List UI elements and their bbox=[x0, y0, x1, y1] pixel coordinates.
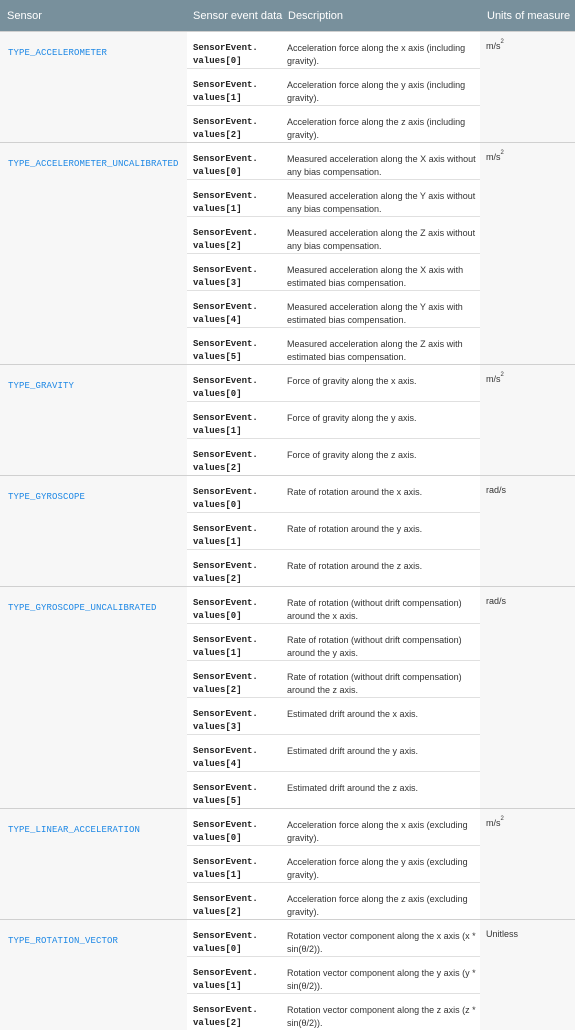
description-cell: Acceleration force along the z axis (excluding gravity). bbox=[284, 883, 480, 920]
sensor-cell bbox=[0, 587, 187, 809]
description-cell: Rate of rotation around the z axis. bbox=[284, 550, 480, 587]
event-data-cell bbox=[187, 291, 284, 328]
event-values-text: values[4] bbox=[193, 758, 284, 771]
event-class-text: SensorEvent. bbox=[193, 708, 284, 721]
sensor-name-link[interactable]: TYPE_GRAVITY bbox=[8, 381, 74, 391]
event-values-text: values[0] bbox=[193, 943, 284, 956]
event-class-text: SensorEvent. bbox=[193, 560, 284, 573]
unit-cell bbox=[480, 143, 575, 365]
event-class-text: SensorEvent. bbox=[193, 449, 284, 462]
unit-cell bbox=[480, 920, 575, 1030]
header-sensor-event-data: Sensor event data bbox=[187, 0, 284, 32]
description-cell: Estimated drift around the z axis. bbox=[284, 772, 480, 809]
unit-exponent: 2 bbox=[501, 372, 504, 378]
event-values-text: values[2] bbox=[193, 906, 284, 919]
event-class-text: SensorEvent. bbox=[193, 671, 284, 684]
event-class-text: SensorEvent. bbox=[193, 1004, 284, 1017]
event-class-text: SensorEvent. bbox=[193, 79, 284, 92]
event-class-text: SensorEvent. bbox=[193, 264, 284, 277]
header-description: Description bbox=[284, 0, 480, 32]
header-sensor: Sensor bbox=[0, 0, 187, 32]
sensor-name-link[interactable]: TYPE_ROTATION_VECTOR bbox=[8, 936, 118, 946]
description-cell: Force of gravity along the y axis. bbox=[284, 402, 480, 439]
event-values-text: values[0] bbox=[193, 388, 284, 401]
event-data-cell bbox=[187, 143, 284, 180]
table-row bbox=[0, 809, 575, 846]
event-values-text: values[5] bbox=[193, 351, 284, 364]
event-class-text: SensorEvent. bbox=[193, 856, 284, 869]
description-cell: Estimated drift around the x axis. bbox=[284, 698, 480, 735]
event-values-text: values[1] bbox=[193, 203, 284, 216]
event-values-text: values[4] bbox=[193, 314, 284, 327]
event-values-text: values[1] bbox=[193, 425, 284, 438]
description-cell: Rotation vector component along the x axis (x * sin(θ/2)). bbox=[284, 920, 480, 957]
event-class-text: SensorEvent. bbox=[193, 153, 284, 166]
table-row bbox=[0, 143, 575, 180]
unit-exponent: 2 bbox=[501, 150, 504, 156]
event-data-cell bbox=[187, 809, 284, 846]
description-cell: Measured acceleration along the Z axis with estimated bias compensation. bbox=[284, 328, 480, 365]
event-data-cell bbox=[187, 69, 284, 106]
event-data-cell bbox=[187, 217, 284, 254]
event-values-text: values[0] bbox=[193, 55, 284, 68]
table-row bbox=[0, 365, 575, 402]
description-cell: Rate of rotation around the y axis. bbox=[284, 513, 480, 550]
event-class-text: SensorEvent. bbox=[193, 745, 284, 758]
event-values-text: values[1] bbox=[193, 647, 284, 660]
event-data-cell bbox=[187, 920, 284, 957]
event-data-cell bbox=[187, 513, 284, 550]
event-data-cell bbox=[187, 957, 284, 994]
event-values-text: values[1] bbox=[193, 869, 284, 882]
event-values-text: values[1] bbox=[193, 980, 284, 993]
description-cell: Measured acceleration along the X axis without any bias compensation. bbox=[284, 143, 480, 180]
event-values-text: values[0] bbox=[193, 166, 284, 179]
sensor-cell bbox=[0, 365, 187, 476]
event-class-text: SensorEvent. bbox=[193, 486, 284, 499]
description-cell: Force of gravity along the z axis. bbox=[284, 439, 480, 476]
sensor-name-link[interactable]: TYPE_GYROSCOPE_UNCALIBRATED bbox=[8, 603, 157, 613]
event-data-cell bbox=[187, 439, 284, 476]
event-data-cell bbox=[187, 735, 284, 772]
event-class-text: SensorEvent. bbox=[193, 227, 284, 240]
header-units-of-measure: Units of measure bbox=[480, 0, 575, 32]
event-data-cell bbox=[187, 587, 284, 624]
event-class-text: SensorEvent. bbox=[193, 375, 284, 388]
event-class-text: SensorEvent. bbox=[193, 597, 284, 610]
unit-cell bbox=[480, 32, 575, 143]
description-cell: Force of gravity along the x axis. bbox=[284, 365, 480, 402]
event-class-text: SensorEvent. bbox=[193, 930, 284, 943]
description-cell: Rate of rotation (without drift compensation) around the z axis. bbox=[284, 661, 480, 698]
event-data-cell bbox=[187, 476, 284, 513]
event-class-text: SensorEvent. bbox=[193, 634, 284, 647]
event-class-text: SensorEvent. bbox=[193, 338, 284, 351]
description-cell: Rate of rotation (without drift compensation) around the y axis. bbox=[284, 624, 480, 661]
description-cell: Measured acceleration along the Z axis without any bias compensation. bbox=[284, 217, 480, 254]
unit-exponent: 2 bbox=[501, 39, 504, 45]
sensor-cell bbox=[0, 476, 187, 587]
sensor-cell bbox=[0, 32, 187, 143]
event-values-text: values[2] bbox=[193, 1017, 284, 1030]
sensor-cell bbox=[0, 809, 187, 920]
event-values-text: values[2] bbox=[193, 462, 284, 475]
sensor-name-link[interactable]: TYPE_GYROSCOPE bbox=[8, 492, 85, 502]
description-cell: Measured acceleration along the X axis with estimated bias compensation. bbox=[284, 254, 480, 291]
event-class-text: SensorEvent. bbox=[193, 967, 284, 980]
description-cell: Acceleration force along the x axis (including gravity). bbox=[284, 32, 480, 69]
sensor-name-link[interactable]: TYPE_ACCELEROMETER_UNCALIBRATED bbox=[8, 159, 179, 169]
event-class-text: SensorEvent. bbox=[193, 782, 284, 795]
unit-text: m/s bbox=[486, 374, 501, 384]
event-data-cell bbox=[187, 846, 284, 883]
table-row bbox=[0, 587, 575, 624]
event-values-text: values[0] bbox=[193, 832, 284, 845]
event-data-cell bbox=[187, 106, 284, 143]
event-data-cell bbox=[187, 994, 284, 1030]
event-values-text: values[3] bbox=[193, 277, 284, 290]
table-row bbox=[0, 920, 575, 957]
description-cell: Estimated drift around the y axis. bbox=[284, 735, 480, 772]
sensor-name-link[interactable]: TYPE_ACCELEROMETER bbox=[8, 48, 107, 58]
description-cell: Acceleration force along the y axis (including gravity). bbox=[284, 69, 480, 106]
event-data-cell bbox=[187, 550, 284, 587]
table-body bbox=[0, 32, 575, 1030]
sensor-name-link[interactable]: TYPE_LINEAR_ACCELERATION bbox=[8, 825, 140, 835]
event-class-text: SensorEvent. bbox=[193, 301, 284, 314]
unit-text: rad/s bbox=[486, 596, 506, 606]
table-row bbox=[0, 476, 575, 513]
table-row bbox=[0, 32, 575, 69]
description-cell: Acceleration force along the z axis (including gravity). bbox=[284, 106, 480, 143]
event-class-text: SensorEvent. bbox=[193, 893, 284, 906]
event-class-text: SensorEvent. bbox=[193, 523, 284, 536]
event-class-text: SensorEvent. bbox=[193, 819, 284, 832]
event-data-cell bbox=[187, 698, 284, 735]
event-values-text: values[0] bbox=[193, 610, 284, 623]
unit-text: rad/s bbox=[486, 485, 506, 495]
unit-cell bbox=[480, 365, 575, 476]
unit-text: m/s bbox=[486, 41, 501, 51]
unit-exponent: 2 bbox=[501, 816, 504, 822]
description-cell: Rate of rotation around the x axis. bbox=[284, 476, 480, 513]
event-values-text: values[5] bbox=[193, 795, 284, 808]
event-data-cell bbox=[187, 772, 284, 809]
event-class-text: SensorEvent. bbox=[193, 190, 284, 203]
event-class-text: SensorEvent. bbox=[193, 412, 284, 425]
event-data-cell bbox=[187, 180, 284, 217]
event-values-text: values[3] bbox=[193, 721, 284, 734]
event-data-cell bbox=[187, 328, 284, 365]
event-values-text: values[2] bbox=[193, 240, 284, 253]
event-class-text: SensorEvent. bbox=[193, 42, 284, 55]
description-cell: Acceleration force along the x axis (excluding gravity). bbox=[284, 809, 480, 846]
event-values-text: values[2] bbox=[193, 129, 284, 142]
event-data-cell bbox=[187, 32, 284, 69]
event-class-text: SensorEvent. bbox=[193, 116, 284, 129]
event-values-text: values[2] bbox=[193, 684, 284, 697]
event-data-cell bbox=[187, 402, 284, 439]
unit-text: Unitless bbox=[486, 929, 518, 939]
unit-text: m/s bbox=[486, 818, 501, 828]
event-data-cell bbox=[187, 883, 284, 920]
description-cell: Measured acceleration along the Y axis with estimated bias compensation. bbox=[284, 291, 480, 328]
event-data-cell bbox=[187, 365, 284, 402]
description-cell: Rate of rotation (without drift compensation) around the x axis. bbox=[284, 587, 480, 624]
table-header-row bbox=[0, 0, 575, 32]
sensor-cell bbox=[0, 143, 187, 365]
event-values-text: values[1] bbox=[193, 536, 284, 549]
event-data-cell bbox=[187, 254, 284, 291]
event-values-text: values[0] bbox=[193, 499, 284, 512]
unit-cell bbox=[480, 476, 575, 587]
unit-cell bbox=[480, 587, 575, 809]
sensor-cell bbox=[0, 920, 187, 1030]
description-cell: Rotation vector component along the y axis (y * sin(θ/2)). bbox=[284, 957, 480, 994]
event-values-text: values[2] bbox=[193, 573, 284, 586]
description-cell: Measured acceleration along the Y axis without any bias compensation. bbox=[284, 180, 480, 217]
event-values-text: values[1] bbox=[193, 92, 284, 105]
event-data-cell bbox=[187, 661, 284, 698]
description-cell: Rotation vector component along the z axis (z * sin(θ/2)). bbox=[284, 994, 480, 1030]
unit-text: m/s bbox=[486, 152, 501, 162]
description-cell: Acceleration force along the y axis (excluding gravity). bbox=[284, 846, 480, 883]
unit-cell bbox=[480, 809, 575, 920]
event-data-cell bbox=[187, 624, 284, 661]
